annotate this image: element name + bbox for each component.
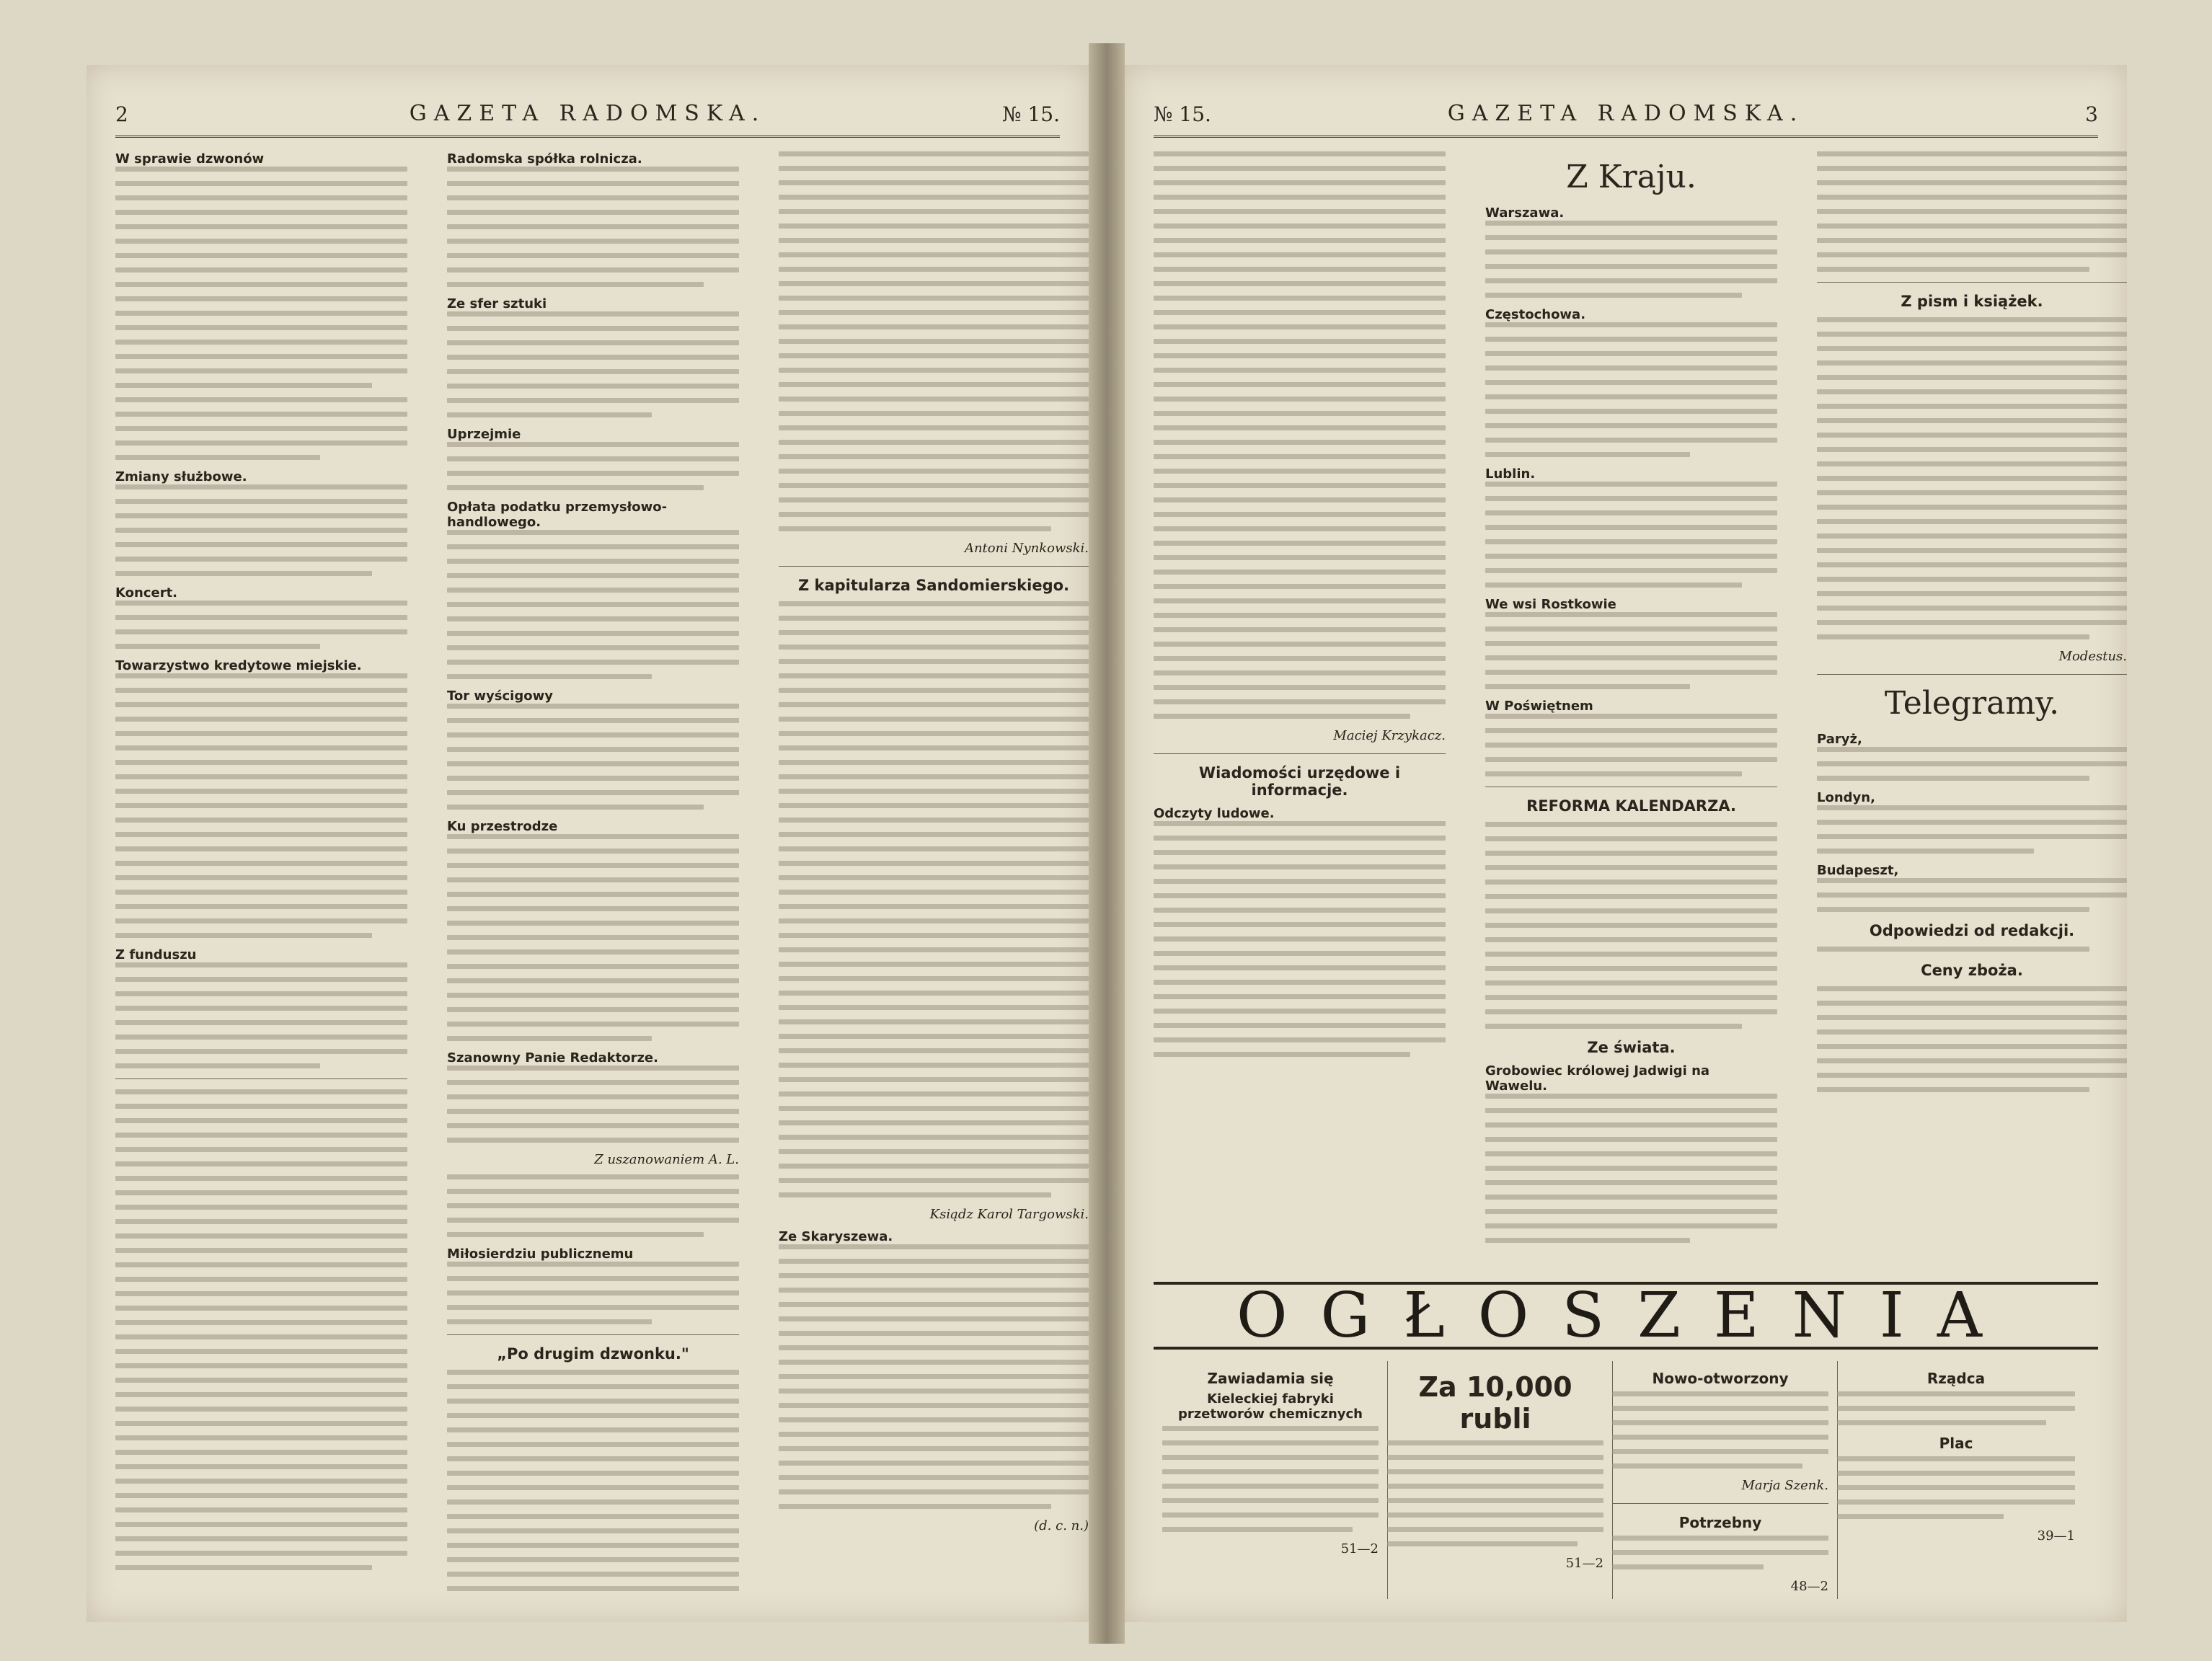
newspaper-title: GAZETA RADOMSKA. bbox=[1447, 101, 1805, 126]
ad-signature: Marja Szenk. bbox=[1741, 1478, 1828, 1493]
ad-code: 51—2 bbox=[1565, 1556, 1603, 1571]
article-kicker: Ku przestrodze bbox=[447, 819, 558, 834]
ad-code: 51—2 bbox=[1340, 1541, 1379, 1556]
ads-banner: OGŁOSZENIA bbox=[1154, 1282, 2098, 1350]
article-kicker: Grobowiec królowej Jadwigi na Wawelu. bbox=[1485, 1063, 1710, 1094]
article-kicker: Koncert. bbox=[115, 585, 178, 601]
book-spine bbox=[1089, 43, 1125, 1644]
ad-heading: Zawiadamia się bbox=[1207, 1370, 1334, 1387]
article-kicker: Londyn, bbox=[1817, 790, 1875, 805]
article-kicker: Towarzystwo kredytowe miejskie. bbox=[115, 658, 362, 673]
article-kicker: Opłata podatku przemysłowo-handlowego. bbox=[447, 500, 668, 530]
ad-code: 39—1 bbox=[2037, 1528, 2075, 1543]
article-signature: Maciej Krzykacz. bbox=[1333, 728, 1446, 743]
ad-heading: Rządca bbox=[1926, 1370, 1986, 1387]
section-heading: Wiadomości urzędowe i informacje. bbox=[1198, 764, 1401, 799]
section-heading: Ceny zboża. bbox=[1921, 962, 2023, 979]
section-heading: „Po drugim dzwonku." bbox=[497, 1345, 689, 1363]
right-masthead bbox=[1154, 99, 2098, 138]
section-heading: Ze świata. bbox=[1587, 1039, 1676, 1056]
left-page bbox=[87, 65, 1089, 1622]
continued-note: (d. c. n.) bbox=[1034, 1518, 1089, 1533]
article-kicker: Odczyty ludowe. bbox=[1154, 806, 1275, 821]
right-column-3 bbox=[1817, 151, 2127, 1298]
article-kicker: We wsi Rostkowie bbox=[1485, 597, 1616, 612]
left-column-3 bbox=[779, 151, 1089, 1593]
article-kicker: Budapeszt, bbox=[1817, 863, 1899, 878]
left-column-1 bbox=[115, 151, 407, 1593]
left-column-2 bbox=[447, 151, 739, 1593]
article-signature: Ksiądz Karol Targowski. bbox=[929, 1207, 1089, 1222]
ad-subheading: Kieleckiej fabryki przetworów chemicznych bbox=[1178, 1391, 1363, 1422]
article-kicker: Z funduszu bbox=[115, 947, 197, 962]
page-number: 2 bbox=[115, 102, 128, 126]
article-kicker: W Poświętnem bbox=[1485, 699, 1593, 714]
newspaper-title: GAZETA RADOMSKA. bbox=[409, 101, 766, 126]
right-page bbox=[1125, 65, 2127, 1622]
article-kicker: Szanowny Panie Redaktorze. bbox=[447, 1050, 658, 1066]
article-kicker: Uprzejmie bbox=[447, 427, 521, 442]
ad-code: 48—2 bbox=[1790, 1579, 1828, 1594]
right-column-2 bbox=[1485, 151, 1777, 1298]
ad-heading: Nowo-otworzony bbox=[1652, 1370, 1789, 1387]
ad-heading: Potrzebny bbox=[1678, 1514, 1762, 1531]
ad-block bbox=[1154, 1361, 1388, 1599]
section-heading: Odpowiedzi od redakcji. bbox=[1869, 922, 2075, 939]
letter-signature: Z uszanowaniem A. L. bbox=[594, 1152, 739, 1167]
ad-block bbox=[1828, 1361, 2084, 1599]
section-heading: Z kapitularza Sandomierskiego. bbox=[797, 577, 1070, 594]
article-kicker: Warszawa. bbox=[1485, 205, 1565, 221]
article-kicker: W sprawie dzwonów bbox=[115, 151, 265, 167]
section-heading: REFORMA KALENDARZA. bbox=[1526, 797, 1736, 815]
issue-number: № 15. bbox=[1002, 102, 1060, 126]
left-masthead bbox=[115, 99, 1060, 138]
article-kicker: Paryż, bbox=[1817, 732, 1862, 747]
article-kicker: Ze Skaryszewa. bbox=[779, 1229, 893, 1244]
article-kicker: Częstochowa. bbox=[1485, 307, 1586, 322]
article-kicker: Radomska spółka rolnicza. bbox=[447, 151, 642, 167]
ad-headline: Za 10,000 rubli bbox=[1418, 1371, 1572, 1435]
article-kicker: Zmiany służbowe. bbox=[115, 469, 247, 484]
section-heading: Z Kraju. bbox=[1566, 159, 1696, 195]
right-column-1 bbox=[1154, 151, 1446, 1298]
article-signature: Antoni Nynkowski. bbox=[964, 541, 1089, 556]
ads-grid bbox=[1154, 1361, 2098, 1599]
section-heading: Z pism i książek. bbox=[1901, 293, 2043, 310]
article-kicker: Lublin. bbox=[1485, 466, 1536, 482]
page-number: 3 bbox=[2085, 102, 2098, 126]
ad-block bbox=[1603, 1361, 1838, 1599]
article-kicker: Ze sfer sztuki bbox=[447, 296, 547, 311]
ad-heading: Plac bbox=[1939, 1435, 1973, 1452]
article-signature: Modestus. bbox=[2058, 649, 2127, 664]
article-kicker: Miłosierdziu publicznemu bbox=[447, 1246, 634, 1262]
issue-number: № 15. bbox=[1154, 102, 1211, 126]
section-heading: Telegramy. bbox=[1884, 685, 2060, 722]
ad-block bbox=[1379, 1361, 1613, 1599]
article-kicker: Tor wyścigowy bbox=[447, 688, 553, 704]
